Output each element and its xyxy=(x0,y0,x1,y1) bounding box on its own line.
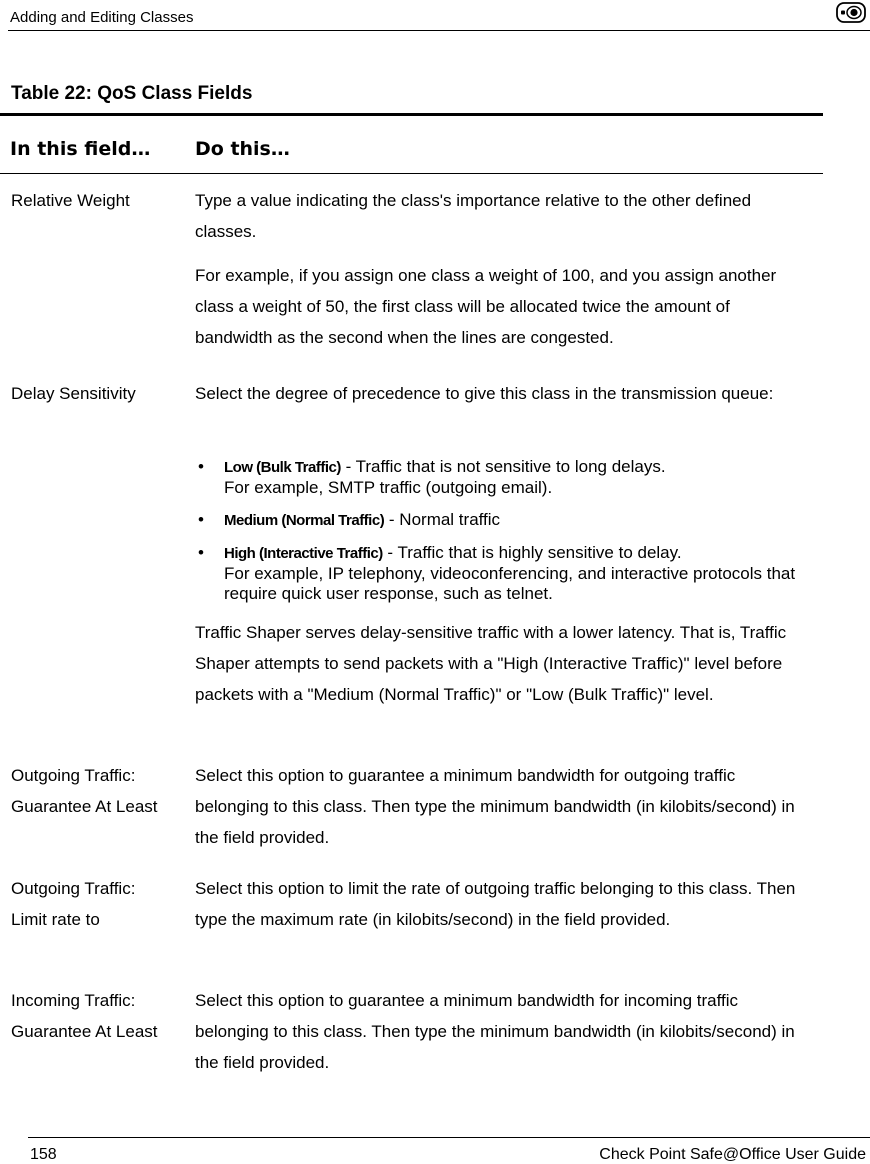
bullet-icon: • xyxy=(198,510,204,529)
bullet-icon: • xyxy=(198,543,204,562)
field-relative-weight: Relative Weight xyxy=(11,191,130,210)
field-delay-sensitivity: Delay Sensitivity xyxy=(11,384,136,403)
guide-title: Check Point Safe@Office User Guide xyxy=(599,1146,866,1163)
desc-outgoing-limit xyxy=(195,873,810,935)
list-item xyxy=(195,543,810,604)
option-text: - Normal traffic xyxy=(384,510,501,529)
field-outgoing-limit: Outgoing Traffic: Limit rate to xyxy=(11,879,136,929)
desc-delay-sensitivity-outro xyxy=(195,617,810,710)
option-text: - Traffic that is not sensitive to long delays. xyxy=(340,457,666,476)
paragraph: Select this option to guarantee a minimum bandwidth for incoming traffic belonging to this class. Then type the minimum bandwidth (in kilobits/second) in the field provided. xyxy=(195,991,795,1072)
paragraph: Select this option to guarantee a minimum bandwidth for outgoing traffic belonging to this class. Then type the minimum bandwidth (in kilobits/second) in the field provided. xyxy=(195,766,795,847)
field-outgoing-guarantee: Outgoing Traffic: Guarantee At Least xyxy=(11,766,158,816)
footer-divider xyxy=(28,1137,870,1138)
paragraph: Traffic Shaper serves delay-sensitive traffic with a lower latency. That is, Traffic Shaper attempts to send packets with a "High (Interactive Traffic)" level before packets with a "Medium (Normal Traffic)" or "Low (Bulk Traffic)" level. xyxy=(195,623,787,704)
option-example: For example, IP telephony, videoconferencing, and interactive protocols that require quick user response, such as telnet. xyxy=(224,564,796,603)
desc-incoming-guarantee xyxy=(195,985,810,1078)
header-divider xyxy=(8,30,870,31)
desc-outgoing-guarantee xyxy=(195,760,810,853)
paragraph: Select this option to limit the rate of outgoing traffic belonging to this class. Then type the maximum rate (in kilobits/second) in the field provided. xyxy=(195,879,796,929)
checkpoint-logo-icon xyxy=(836,2,866,23)
bullet-icon: • xyxy=(198,457,204,476)
paragraph: Select the degree of precedence to give this class in the transmission queue: xyxy=(195,384,774,403)
paragraph: For example, if you assign one class a weight of 100, and you assign another class a weight of 50, the first class will be allocated twice the amount of bandwidth as the second when the lines are congested. xyxy=(195,266,777,347)
field-incoming-guarantee: Incoming Traffic: Guarantee At Least xyxy=(11,991,158,1041)
option-example: For example, SMTP traffic (outgoing email). xyxy=(224,478,553,497)
column-header-field: In this field… xyxy=(10,138,151,160)
table-title: Table 22: QoS Class Fields xyxy=(11,83,253,104)
option-text: - Traffic that is highly sensitive to delay. xyxy=(382,543,682,562)
list-item xyxy=(195,510,810,531)
option-term: High (Interactive Traffic) xyxy=(224,545,383,562)
running-header: Adding and Editing Classes xyxy=(10,9,194,26)
column-header-action: Do this… xyxy=(195,138,290,160)
list-item xyxy=(195,457,810,498)
desc-delay-sensitivity-intro xyxy=(195,378,810,409)
table-top-rule xyxy=(0,113,823,116)
page-number: 158 xyxy=(30,1146,57,1163)
delay-options-list xyxy=(195,457,810,604)
desc-relative-weight xyxy=(195,185,810,353)
paragraph: Type a value indicating the class's importance relative to the other defined classes. xyxy=(195,191,752,241)
option-term: Medium (Normal Traffic) xyxy=(224,512,385,529)
option-term: Low (Bulk Traffic) xyxy=(224,459,341,476)
table-header-rule xyxy=(0,173,823,174)
